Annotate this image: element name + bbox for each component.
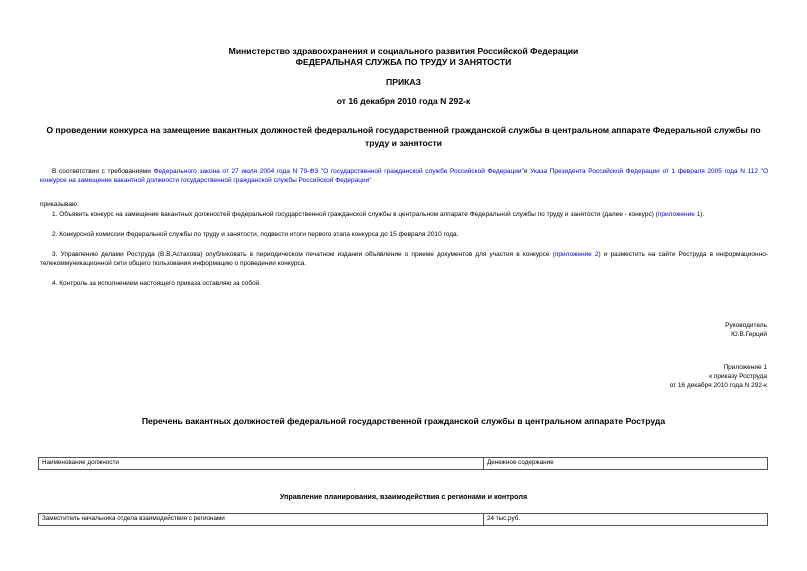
column-header-salary: Денежное содержание [484,458,768,470]
positions-table-header [38,457,768,470]
table-row [39,514,768,526]
appendix-2-link[interactable]: приложение 2 [554,251,599,258]
appendix-date-number: от 16 декабря 2010 года N 292-к [669,381,767,389]
signature-position: Руководитель [725,322,767,329]
ministry-name: Министерство здравоохранения и социального развития Российской Федерации [228,46,579,56]
positions-table [38,513,768,526]
item-3 [40,251,768,269]
law-link[interactable]: Федерального закона от 27 июля 2004 года N 79-ФЗ "О государственной гражданской службе Российской Федерации" [153,168,524,175]
ministry-header [0,46,807,68]
order-word: приказываю: [40,201,79,208]
decree-link[interactable]: Указа Президента Российской Федерации от 1 февраля 2005 года N 112 "О конкурсе на замещение вакантной должности государственной гражданской службы Российской Федерации" [40,168,769,184]
salary-cell: 24 тыс.руб. [484,514,768,526]
order-date-number: от 16 декабря 2010 года N 292-к [336,96,471,106]
preamble-text: В соответствии с требованиями [52,168,151,175]
column-header-position: Наименование должности [39,458,484,470]
table-header-row [39,458,768,470]
doc-type: ПРИКАЗ [386,77,421,87]
item-4 [40,280,768,289]
appendix-label: Приложение 1 [723,364,767,371]
signature [725,322,767,340]
preamble-and: и [523,168,528,175]
item-2 [40,231,768,240]
appendix-1-link[interactable]: приложение 1 [657,211,701,218]
item-4-text: 4. Контроль за исполнением настоящего приказа оставляю за собой. [52,280,262,287]
item-1 [40,211,768,220]
position-name-cell: Заместитель начальника отдела взаимодействия с регионами [39,514,484,526]
appendix-header [670,364,767,390]
appendix-title: Перечень вакантных должностей федеральной государственной гражданской службы в центральном аппарате Роструда [141,416,666,426]
item-1-text: 1. Объявить конкурс на замещение вакантных должностей федеральной государственной гражданской службы в центральном аппарате Федеральной службы по труду и занятости (далее - конкурс) ( [52,211,658,218]
item-3-text: 3. Управлению делами Роструда (В.В.Астахова) опубликовать в периодическом печатном издании объявление о приеме документов для участия в конкурсе ( [52,251,555,258]
order-title: О проведении конкурса на замещение вакантных должностей федеральной государственной гражданской службы в центральном аппарате Федеральной службы по труду и занятости [46,125,761,148]
item-1-end: ). [700,211,705,218]
service-name: ФЕДЕРАЛЬНАЯ СЛУЖБА ПО ТРУДУ И ЗАНЯТОСТИ [295,57,512,67]
preamble [40,168,768,186]
signature-name: Ю.В.Герций [731,330,767,338]
appendix-to-order: к приказу Роструда [709,372,767,380]
section-title: Управление планирования, взаимодействия с регионами и контроля [279,492,528,501]
item-2-text: 2. Конкурсной комиссии Федеральной службы по труду и занятости, подвести итоги первого этапа конкурса до 15 февраля 2010 года. [52,231,459,238]
item-3-end: ) и разместить на сайте Роструда в информационно-телекоммуникационной сети общего пользования информацию о проведении конкурса. [40,251,768,267]
